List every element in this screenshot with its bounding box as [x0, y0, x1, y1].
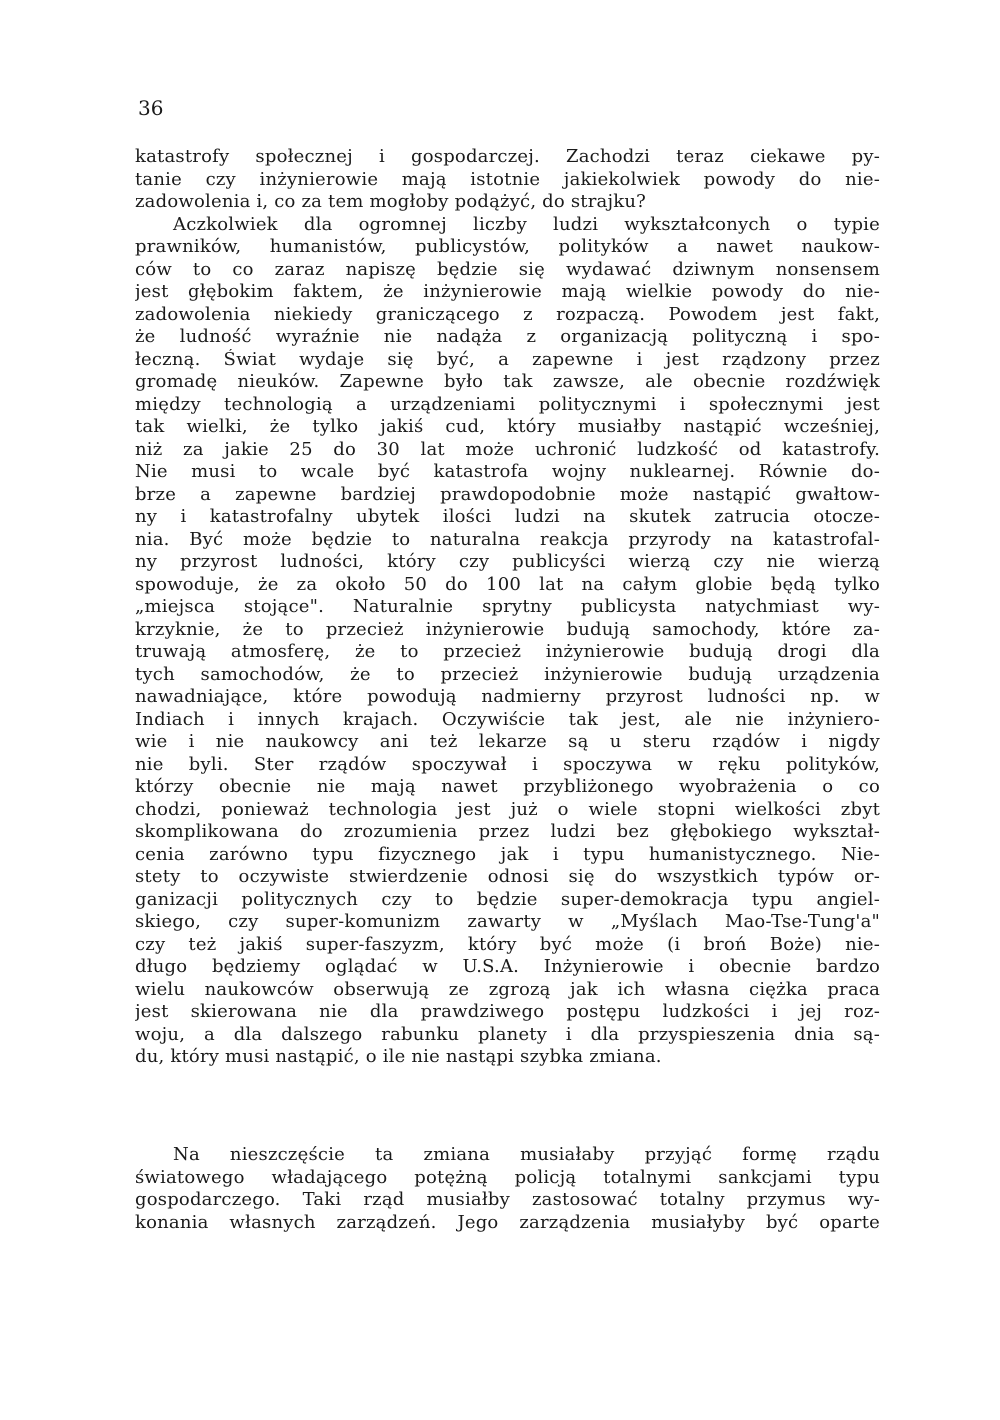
text-line: ny i katastrofalny ubytek ilości ludzi na skutek zatrucia otocze-	[135, 506, 880, 527]
text-line: skomplikowana do zrozumienia przez ludzi bez głębokiego wykształ-	[135, 821, 880, 842]
text-line: między technologią a urządzeniami politycznymi i społecznymi jest	[135, 393, 880, 415]
text-line: tak wielki, że tylko jakiś cud, który musiałby nastąpić wcześniej,	[135, 416, 880, 437]
text-line: Nie musi to wcale być katastrofa wojny nuklearnej. Równie do-	[135, 461, 880, 482]
text-line: że ludność wyraźnie nie nadąża z organizacją polityczną i spo-	[135, 326, 880, 347]
text-line: światowego władającego potężną policją totalnymi sankcjami typu	[135, 1166, 880, 1188]
text-line: konania własnych zarządzeń. Jego zarządzenia musiałyby być oparte	[135, 1211, 880, 1233]
text-line: tych samochodów, że to przecież inżynierowie budują urządzenia	[135, 663, 880, 685]
text-line: truwają atmosferę, że to przecież inżynierowie budują drogi dla	[135, 641, 880, 662]
text-line: jest głębokim faktem, że inżynierowie mają wielkie powody do nie-	[135, 281, 880, 302]
text-line: którzy obecnie nie mają nawet przybliżonego wyobrażenia o co	[135, 776, 880, 797]
text-line: stety to oczywiste stwierdzenie odnosi się do wszystkich typów or-	[135, 866, 880, 887]
page-number: 36	[138, 96, 164, 120]
text-line: zadowolenia i, co za tem mogłoby podążyć, do strajku?	[135, 191, 647, 212]
text-line: „miejsca stojące". Naturalnie sprytny publicysta natychmiast wy-	[135, 596, 880, 617]
text-line: ców to co zaraz napiszę będzie się wydawać dziwnym nonsensem	[135, 258, 880, 280]
text-line: chodzi, ponieważ technologia jest już o wiele stopni wielkości zbyt	[135, 798, 880, 820]
text-line: du, który musi nastąpić, o ile nie nastąpi szybka zmiana.	[135, 1046, 662, 1067]
text-line: gospodarczego. Taki rząd musiałby zastosować totalny przymus wy-	[135, 1189, 880, 1210]
body-text-top	[135, 146, 880, 1069]
text-line: brze a zapewne bardziej prawdopodobnie może nastąpić gwałtow-	[135, 483, 880, 505]
text-line: katastrofy społecznej i gospodarczej. Zachodzi teraz ciekawe py-	[135, 146, 880, 167]
text-line: zadowolenia niekiedy graniczącego z rozpaczą. Powodem jest fakt,	[135, 303, 880, 325]
text-line: gromadę nieuków. Zapewne było tak zawsze, ale obecnie rozdźwięk	[135, 371, 880, 392]
text-line: Aczkolwiek dla ogromnej liczby ludzi wykształconych o typie	[173, 213, 880, 235]
text-line: długo będziemy oglądać w U.S.A. Inżynierowie i obecnie bardzo	[135, 956, 880, 977]
text-line: Indiach i innych krajach. Oczywiście tak jest, ale nie inżyniero-	[135, 708, 880, 730]
text-line: woju, a dla dalszego rabunku planety i dla przyspieszenia dnia są-	[135, 1023, 880, 1045]
text-line: tanie czy inżynierowie mają istotnie jakiekolwiek powody do nie-	[135, 168, 880, 190]
text-line: łeczną. Świat wydaje się być, a zapewne i jest rządzony przez	[135, 348, 880, 370]
text-line: niż za jakie 25 do 30 lat może uchronić ludzkość od katastrofy.	[135, 438, 880, 460]
text-line: skiego, czy super-komunizm zawarty w „Myślach Mao-Tse-Tung'a"	[135, 911, 880, 932]
text-line: cenia zarówno typu fizycznego jak i typu humanistycznego. Nie-	[135, 843, 880, 865]
text-line: nia. Być może będzie to naturalna reakcja przyrody na katastrofal-	[135, 528, 880, 550]
body-text-bottom	[135, 1144, 880, 1234]
text-line: krzyknie, że to przecież inżynierowie budują samochody, które za-	[135, 618, 880, 640]
text-line: jest skierowana nie dla prawdziwego postępu ludzkości i jej roz-	[135, 1001, 880, 1022]
text-line: ny przyrost ludności, który czy publicyści wierzą czy nie wierzą	[135, 551, 880, 572]
text-line: Na nieszczęście ta zmiana musiałaby przyjąć formę rządu	[173, 1144, 880, 1165]
text-line: prawników, humanistów, publicystów, polityków a nawet naukow-	[135, 236, 880, 257]
text-line: nie byli. Ster rządów spoczywał i spoczywa w ręku polityków,	[135, 753, 880, 775]
text-line: wielu naukowców obserwują ze zgrozą jak ich własna ciężka praca	[135, 978, 880, 1000]
text-line: nawadniające, które powodują nadmierny przyrost ludności np. w	[135, 686, 880, 707]
text-line: spowoduje, że za około 50 do 100 lat na całym globie będą tylko	[135, 573, 880, 595]
text-line: czy też jakiś super-faszyzm, który być może (i broń Boże) nie-	[135, 933, 880, 955]
text-line: wie i nie naukowcy ani też lekarze są u steru rządów i nigdy	[135, 731, 880, 752]
text-line: ganizacji politycznych czy to będzie super-demokracja typu angiel-	[135, 888, 880, 910]
